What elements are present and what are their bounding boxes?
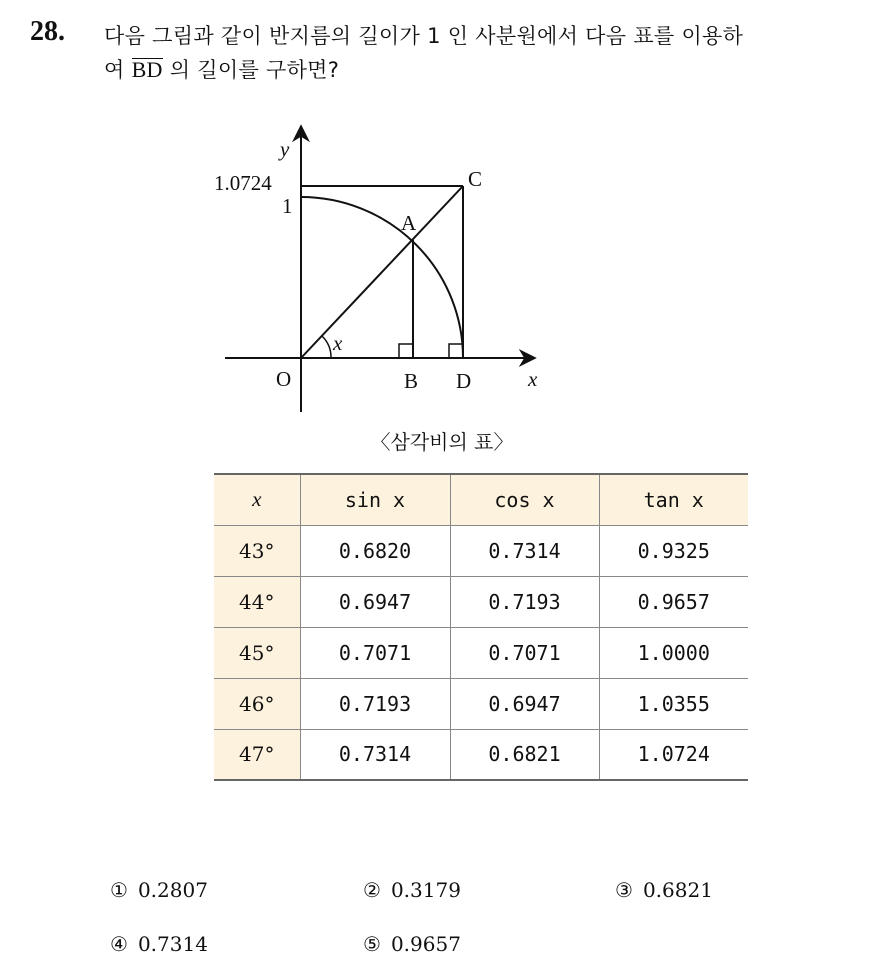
cell-degree: 45° [214,627,300,678]
cell-tan: 1.0355 [599,678,748,729]
cell-cos: 0.7193 [450,576,599,627]
choice-value: 0.3179 [390,878,461,902]
quarter-circle-figure [200,116,560,416]
y-tick-one: 1 [282,194,293,218]
angle-arc [322,336,331,358]
cell-tan: 1.0000 [599,627,748,678]
x-axis-label: x [528,367,538,391]
cell-sin: 0.6947 [300,576,450,627]
choice-mark: ③ [615,878,633,902]
table-row [214,627,748,678]
question-text-line1: 다음 그림과 같이 반지름의 길이가 1 인 사분원에서 다음 표를 이용하 [104,24,744,48]
header-sin: sin x [300,474,450,525]
segment-bd: BD [131,57,163,82]
choice-4[interactable] [110,932,208,956]
choice-value: 0.9657 [390,932,461,956]
header-x: x [214,474,300,525]
cell-sin: 0.7071 [300,627,450,678]
choice-value: 0.7314 [137,932,208,956]
right-angle-b [399,344,413,358]
cell-tan: 0.9657 [599,576,748,627]
table-row [214,576,748,627]
choice-mark: ⑤ [363,932,381,956]
choice-mark: ② [363,878,381,902]
choice-3[interactable] [615,878,713,902]
table-row [214,729,748,780]
question-number: 28. [30,16,65,47]
cell-cos: 0.7071 [450,627,599,678]
choice-mark: ④ [110,932,128,956]
table-caption: 〈삼각비의 표〉 [370,430,514,454]
y-axis-label: y [280,137,290,161]
trig-table [214,473,748,781]
point-a-label: A [401,211,417,235]
cell-cos: 0.7314 [450,525,599,576]
choice-2[interactable] [363,878,461,902]
cell-tan: 1.0724 [599,729,748,780]
header-tan: tan x [599,474,748,525]
table-row [214,525,748,576]
choice-mark: ① [110,878,128,902]
choice-value: 0.2807 [137,878,208,902]
question-text-prefix: 여 [104,58,132,82]
table-header-row [214,474,748,525]
choice-1[interactable] [110,878,208,902]
cell-sin: 0.7193 [300,678,450,729]
y-tick-tan-value: 1.0724 [214,171,272,195]
cell-cos: 0.6821 [450,729,599,780]
quarter-circle-arc [301,197,463,358]
question-text-suffix: 의 길이를 구하면? [162,58,340,82]
angle-x-label: x [333,331,343,355]
right-angle-d [449,344,463,358]
cell-degree: 46° [214,678,300,729]
point-b-label: B [404,369,419,393]
cell-degree: 47° [214,729,300,780]
point-c-label: C [468,167,483,191]
cell-degree: 43° [214,525,300,576]
choice-5[interactable] [363,932,461,956]
point-d-label: D [456,369,472,393]
cell-sin: 0.7314 [300,729,450,780]
choice-value: 0.6821 [642,878,713,902]
header-cos: cos x [450,474,599,525]
table-row [214,678,748,729]
question-text-line2 [104,54,339,84]
cell-tan: 0.9325 [599,525,748,576]
cell-cos: 0.6947 [450,678,599,729]
point-o-label: O [276,367,292,391]
cell-degree: 44° [214,576,300,627]
cell-sin: 0.6820 [300,525,450,576]
